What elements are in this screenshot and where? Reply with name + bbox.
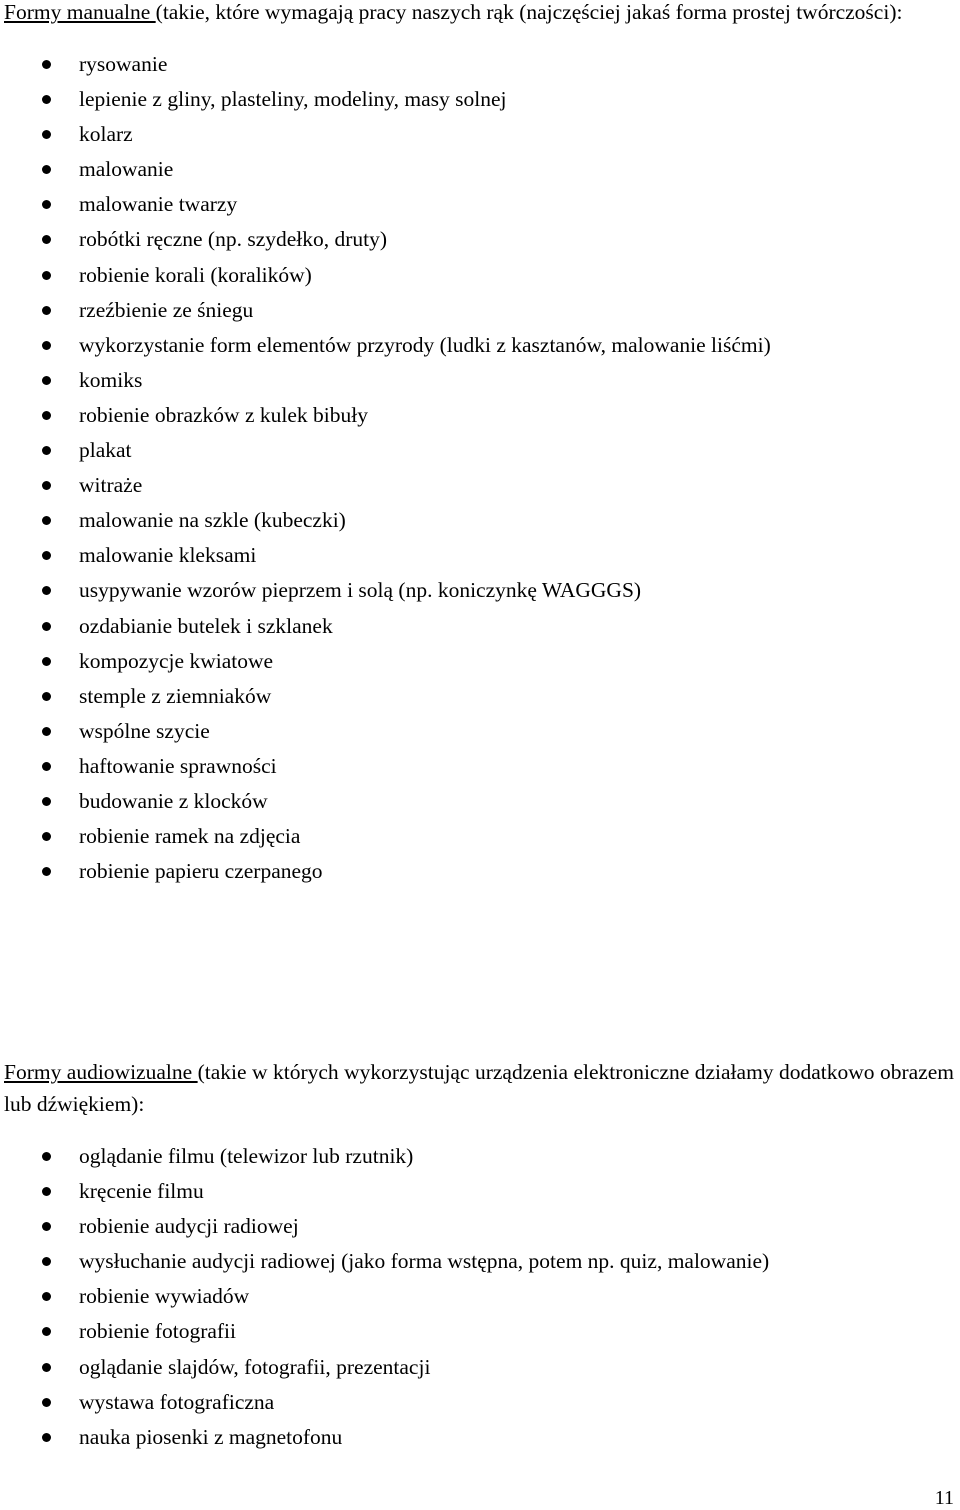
bullet-icon	[42, 1257, 51, 1266]
list-item	[4, 679, 954, 714]
bullet-icon	[42, 622, 51, 631]
list-item-text: rzeźbienie ze śniegu	[79, 297, 254, 322]
list-item	[4, 47, 954, 82]
list-item	[4, 609, 954, 644]
list-item	[4, 187, 954, 222]
bullet-icon	[42, 657, 51, 666]
bullet-icon	[42, 1187, 51, 1196]
bullet-icon	[42, 832, 51, 841]
bullet-icon	[42, 235, 51, 244]
list-item	[4, 749, 954, 784]
list-item-text: oglądanie slajdów, fotografii, prezentacji	[79, 1354, 431, 1379]
list-item	[4, 1350, 954, 1385]
list-item-text: malowanie kleksami	[79, 543, 257, 568]
list-item-text: plakat	[79, 438, 132, 463]
bullet-icon	[42, 481, 51, 490]
bullet-icon	[42, 306, 51, 315]
list-item-text: robienie audycji radiowej	[79, 1214, 299, 1239]
list-item-text: haftowanie sprawności	[79, 753, 277, 778]
bullet-icon	[42, 1433, 51, 1442]
list-item-text: wystawa fotograficzna	[79, 1389, 275, 1414]
list-item	[4, 538, 954, 573]
list-item-text: malowanie na szkle (kubeczki)	[79, 508, 346, 533]
list-item-text: witraże	[79, 473, 143, 498]
list-item-text: ozdabianie butelek i szklanek	[79, 613, 333, 638]
list-item-text: malowanie	[79, 157, 174, 182]
bullet-icon	[42, 586, 51, 595]
list-item	[4, 1174, 954, 1209]
list-item-text: wykorzystanie form elementów przyrody (ludki z kasztanów, malowanie liśćmi)	[79, 332, 771, 357]
bullet-list-manual	[4, 47, 954, 889]
list-item	[4, 1209, 954, 1244]
list-item-text: robienie korali (koralików)	[79, 262, 312, 287]
section-intro	[4, 1056, 954, 1120]
bullet-icon	[42, 411, 51, 420]
list-item	[4, 468, 954, 503]
list-item-text: wspólne szycie	[79, 718, 210, 743]
bullet-icon	[42, 341, 51, 350]
bullet-icon	[42, 727, 51, 736]
list-item	[4, 1244, 954, 1279]
list-item	[4, 293, 954, 328]
bullet-icon	[42, 165, 51, 174]
bullet-icon	[42, 376, 51, 385]
list-item-text: lepienie z gliny, plasteliny, modeliny, masy solnej	[79, 87, 507, 112]
bullet-icon	[42, 551, 51, 560]
bullet-icon	[42, 200, 51, 209]
list-item-text: budowanie z klocków	[79, 788, 268, 813]
bullet-icon	[42, 516, 51, 525]
bullet-icon	[42, 692, 51, 701]
section-heading: Formy manualne	[4, 0, 156, 24]
bullet-icon	[42, 762, 51, 771]
list-item	[4, 1279, 954, 1314]
bullet-icon	[42, 1363, 51, 1372]
list-item	[4, 117, 954, 152]
list-item	[4, 1314, 954, 1349]
list-item-text: nauka piosenki z magnetofonu	[79, 1424, 343, 1449]
list-item	[4, 819, 954, 854]
section-heading: Formy audiowizualne	[4, 1060, 198, 1084]
list-item	[4, 854, 954, 889]
list-item-text: robótki ręczne (np. szydełko, druty)	[79, 227, 388, 252]
list-item-text: rysowanie	[79, 52, 168, 76]
list-item-text: kręcenie filmu	[79, 1179, 204, 1204]
bullet-icon	[42, 1327, 51, 1336]
section-audiovisual	[4, 1056, 954, 1455]
list-item-text: wysłuchanie audycji radiowej (jako forma wstępna, potem np. quiz, malowanie)	[79, 1249, 770, 1274]
list-item-text: robienie obrazków z kulek bibuły	[79, 402, 368, 427]
section-manual	[4, 0, 954, 889]
list-item-text: oglądanie filmu (telewizor lub rzutnik)	[79, 1144, 414, 1168]
list-item-text: usypywanie wzorów pieprzem i solą (np. koniczynkę WAGGGS)	[79, 578, 642, 603]
section-description: (takie, które wymagają pracy naszych rąk (najczęściej jakaś forma prostej twórczości):	[155, 0, 903, 24]
list-item-text: kolarz	[79, 122, 133, 147]
list-item	[4, 222, 954, 257]
bullet-icon	[42, 130, 51, 139]
list-item-text: robienie papieru czerpanego	[79, 859, 323, 884]
section-description: (takie w których wykorzystując urządzenia elektroniczne działamy dodatkowo obrazem lub dźwiękiem):	[4, 1060, 955, 1116]
bullet-icon	[42, 867, 51, 876]
bullet-icon	[42, 797, 51, 806]
list-item-text: kompozycje kwiatowe	[79, 648, 274, 673]
bullet-icon	[42, 95, 51, 104]
bullet-list-audiovisual	[4, 1139, 954, 1455]
list-item	[4, 784, 954, 819]
list-item	[4, 573, 954, 608]
list-item-text: stemple z ziemniaków	[79, 683, 272, 708]
list-item	[4, 152, 954, 187]
bullet-icon	[42, 446, 51, 455]
page-number: 11	[934, 1487, 954, 1509]
list-item	[4, 1420, 954, 1455]
bullet-icon	[42, 1222, 51, 1231]
bullet-icon	[42, 271, 51, 280]
list-item	[4, 328, 954, 363]
list-item-text: komiks	[79, 367, 143, 392]
list-item	[4, 644, 954, 679]
list-item	[4, 1139, 954, 1174]
section-intro	[4, 0, 954, 28]
bullet-icon	[42, 1292, 51, 1301]
list-item	[4, 258, 954, 293]
list-item	[4, 433, 954, 468]
bullet-icon	[42, 1398, 51, 1407]
list-item	[4, 363, 954, 398]
list-item-text: robienie wywiadów	[79, 1284, 250, 1309]
bullet-icon	[42, 1152, 51, 1161]
list-item	[4, 398, 954, 433]
list-item-text: robienie ramek na zdjęcia	[79, 824, 301, 849]
list-item-text: malowanie twarzy	[79, 192, 238, 217]
list-item	[4, 714, 954, 749]
bullet-icon	[42, 60, 51, 69]
list-item	[4, 1385, 954, 1420]
list-item	[4, 82, 954, 117]
list-item	[4, 503, 954, 538]
list-item-text: robienie fotografii	[79, 1319, 237, 1344]
